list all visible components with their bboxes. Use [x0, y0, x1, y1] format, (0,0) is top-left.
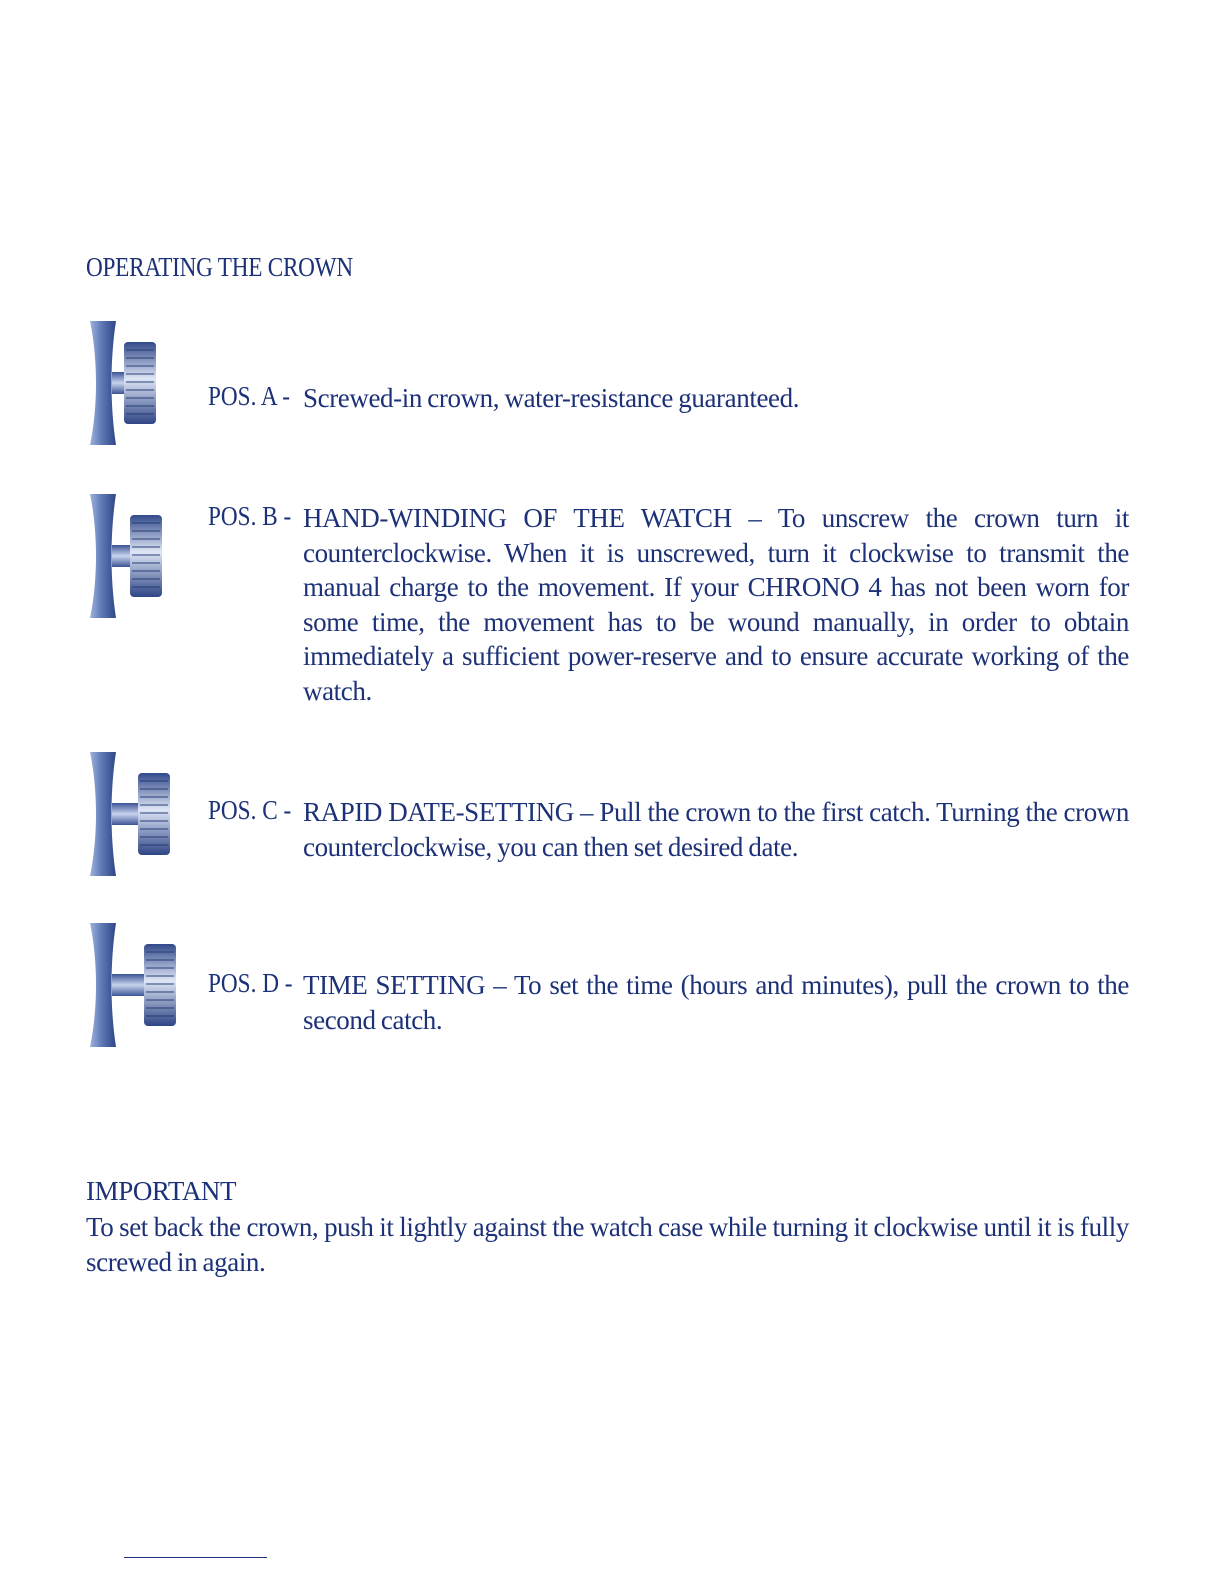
pos-a-text: Screwed-in crown, water-resistance guaranteed.	[303, 383, 800, 413]
pos-c-label: POS. C -	[208, 795, 292, 825]
important-heading: IMPORTANT	[86, 1176, 237, 1206]
crown-position-b-icon	[86, 493, 170, 619]
crown-position-c-icon	[86, 751, 178, 877]
pos-c-text: RAPID DATE-SETTING – Pull the crown to the first catch. Turning the crown counterclockwise, you can then set desired date.	[303, 797, 1129, 862]
crown-position-d-icon	[86, 922, 184, 1048]
crown-position-a-icon	[86, 320, 166, 446]
important-text: To set back the crown, push it lightly against the watch case while turning it clockwise until it is fully screwed in again.	[86, 1212, 1129, 1277]
pos-b-label: POS. B -	[208, 501, 292, 531]
pos-a-label: POS. A -	[208, 381, 290, 411]
footnote-divider	[124, 1557, 267, 1558]
pos-d-text: TIME SETTING – To set the time (hours and minutes), pull the crown to the second catch.	[303, 970, 1129, 1035]
pos-d-label: POS. D -	[208, 968, 293, 998]
page-title: OPERATING THE CROWN	[86, 252, 353, 282]
pos-b-text: HAND-WINDING OF THE WATCH – To unscrew the crown turn it counterclockwise. When it is unscrewed, turn it clockwise to transmit the manual charge to the movement. If your CHRONO 4 has not been worn for some time, the movement has to be wound manually, in order to obtain immediately a sufficient power-reserve and to ensure accurate working of the watch.	[303, 503, 1129, 706]
